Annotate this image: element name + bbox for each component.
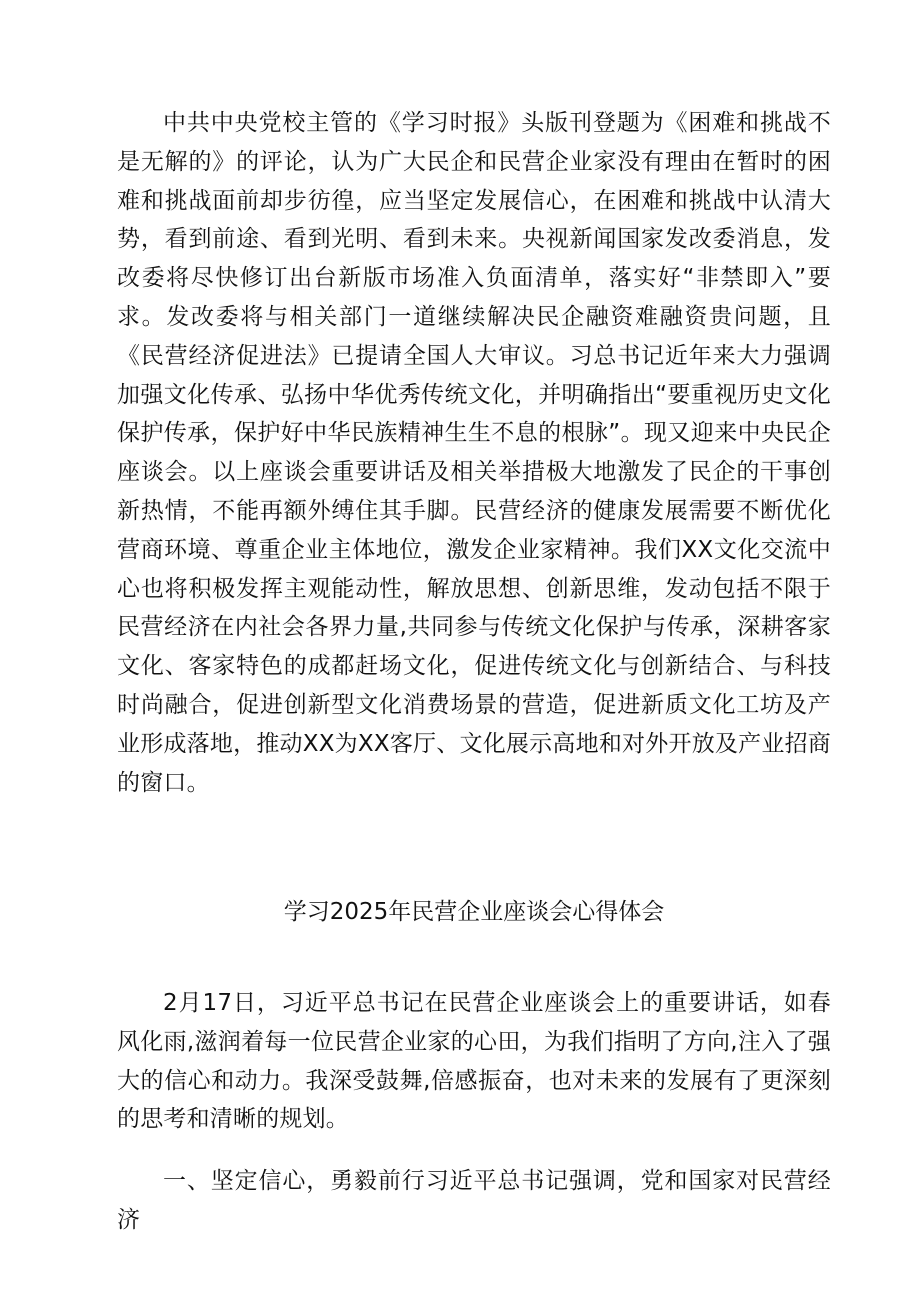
body-paragraph-2: 2月17日，习近平总书记在民营企业座谈会上的重要讲话，如春风化雨,滋润着每一位民营企业家的心田，为我们指明了方向,注入了强大的信心和动力。我深受鼓舞,倍感振奋，也对未来的发展有了更深刻的思考和清晰的规划。 [117,990,831,1133]
body-paragraph-1: 中共中央党校主管的《学习时报》头版刊登题为《困难和挑战不是无解的》的评论，认为广大民企和民营企业家没有理由在暂时的困难和挑战面前却步彷徨，应当坚定发展信心，在困难和挑战中认清大势，看到前途、看到光明、看到未来。央视新闻国家发改委消息，发改委将尽快修订出台新版市场准入负面清单，落实好“非禁即入”要求。发改委将与相关部门一道继续解决民企融资难融资贵问题，且《民营经济促进法》已提请全国人大审议。习总书记近年来大力强调加强文化传承、弘扬中华优秀传统文化，并明确指出“要重视历史文化保护传承，保护好中华民族精神生生不息的根脉”。现又迎来中央民企座谈会。以上座谈会重要讲话及相关举措极大地激发了民企的干事创新热情，不能再额外缚住其手脚。民营经济的健康发展需要不断优化营商环境、尊重企业主体地位，激发企业家精神。我们XX文化交流中心也将积极发挥主观能动性，解放思想、创新思维，发动包括不限于民营经济在内社会各界力量,共同参与传统文化保护与传承，深耕客家文化、客家特色的成都赶场文化，促进传统文化与创新结合、与科技时尚融合，促进创新型文化消费场景的营造，促进新质文化工坊及产业形成落地，推动XX为XX客厅、文化展示高地和对外开放及产业招商的窗口。 [117,110,831,796]
body-paragraph-3: 一、坚定信心，勇毅前行习近平总书记强调，党和国家对民营经济 [117,1168,831,1233]
section-heading: 学习2025年民营企业座谈会心得体会 [283,899,665,925]
